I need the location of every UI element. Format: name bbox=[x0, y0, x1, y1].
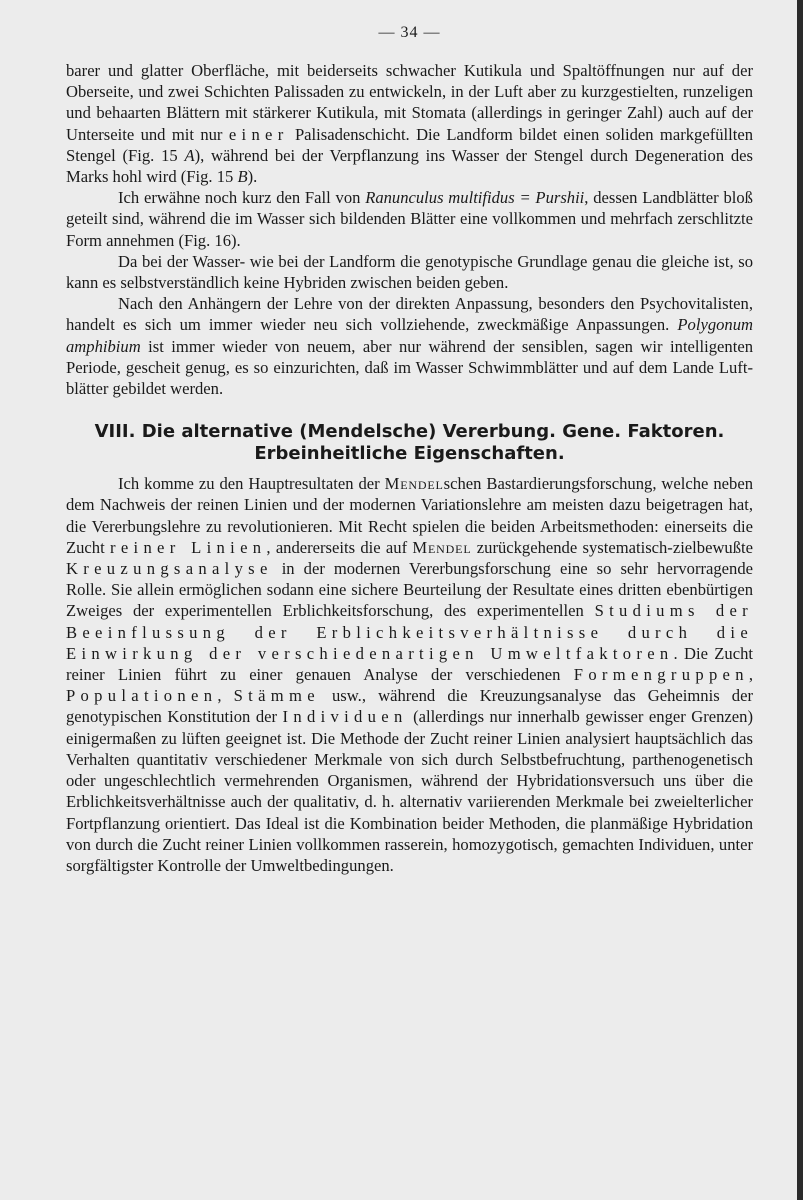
text-run: Ich erwähne noch kurz den Fall von bbox=[118, 188, 366, 208]
paragraph-genotype bbox=[66, 251, 753, 293]
section-heading bbox=[66, 421, 753, 465]
spaced-emphasis: Individuen bbox=[282, 707, 408, 727]
text-run: Palisadenschicht. Die Landform bildet einen soliden markgefüllten Stengel (Fig. 15 bbox=[66, 124, 754, 165]
paragraph-psychovitalists bbox=[66, 293, 753, 399]
spaced-emphasis: einer bbox=[228, 124, 289, 144]
text-run: . Die Zucht reiner Linien führt zu einer genauen Analyse der verschiedenen bbox=[66, 643, 753, 685]
spaced-emphasis: Studiums der Beeinflussung der Erblichkeitsverhältnisse durch die Einwirkung der verschiedenartigen Umweltfaktoren bbox=[66, 601, 753, 663]
page-edge-shadow bbox=[797, 0, 803, 1200]
italic-term: A bbox=[184, 145, 195, 165]
spaced-emphasis: Formengruppen bbox=[573, 665, 749, 685]
text-run: , bbox=[748, 665, 753, 685]
italic-term: Ranunculus multifidus = Purshii bbox=[365, 188, 585, 208]
text-run: in der modernen Vererbungsforschung eine so sehr hervorragende Rolle. Sie allein ermöglichen sodann eine sichere Beurteilung der Resultate eines dritten ebenbürtigen Zweiges der experimentellen Erblichkeitsforschung, des experimentellen bbox=[66, 559, 753, 621]
small-caps-name: Mendel bbox=[384, 474, 444, 494]
text-run: Ich komme zu den Hauptresultaten der bbox=[118, 474, 385, 494]
text-run: zurückgehende systematisch-zielbewußte bbox=[471, 537, 753, 557]
italic-term: B bbox=[237, 167, 248, 187]
paragraph-ranunculus bbox=[66, 187, 753, 251]
text-run: Nach den Anhängern der Lehre von der direkten Anpassung, besonders den Psychovitalisten, handelt es sich um immer wieder neu sich vollziehende, zweckmäßige Anpassungen. bbox=[66, 294, 753, 335]
small-caps-name: Mendel bbox=[412, 537, 472, 557]
text-run: usw., während die Kreuzungsanalyse das Geheimnis der genotypischen Konstitution der bbox=[66, 686, 753, 727]
text-run: schen Bastardierungsforschung, welche neben dem Nachweis der reinen Linien und der modernen Variationslehre am meisten dazu beigetragen hat, die Vererbungslehre zu revolutionieren. Mit Recht spielen die beiden Arbeitsmethoden: einerseits die Zucht bbox=[66, 474, 753, 557]
paragraph-landform bbox=[66, 60, 753, 187]
text-run: ), während bei der Verpflanzung ins Wasser der Stengel durch Degeneration des Marks hohl wird (Fig. 15 bbox=[66, 145, 753, 187]
section-heading-line2: Erbeinheitliche Eigenschaften. bbox=[254, 443, 565, 465]
page-number: — 34 — bbox=[378, 24, 441, 41]
spaced-emphasis: reiner Linien bbox=[110, 537, 267, 557]
section-heading-line1: VIII. Die alternative (Mendelsche) Vererbung. Gene. Faktoren. bbox=[94, 421, 725, 443]
spaced-emphasis: Stämme bbox=[233, 686, 320, 706]
text-run: ). bbox=[247, 167, 258, 187]
text-run: ist immer wieder von neuem, aber nur während der sensiblen, sagen wir intelligenten Periode, gescheit genug, es so einzurichten, daß im Wasser Schwimmblätter und auf dem Lande Luftblätter gebildet werden. bbox=[66, 336, 753, 399]
text-run: , bbox=[217, 686, 234, 706]
text-run: barer und glatter Oberfläche, mit beiderseits schwacher Kutikula und Spaltöffnungen nur auf der Oberseite, und zwei Schichten Palissaden zu entwickeln, in der Luft aber zu kurzgestielten, runzeligen und behaarten Blättern mit stärkerer Kutikula, mit Stomata (allerdings in geringer Zahl) auch auf der Unterseite und mit nur bbox=[66, 61, 753, 144]
text-run: Da bei der Wasser- wie bei der Landform die genotypische Grundlage genau die gleiche ist, so kann es selbstverständlich keine Hybriden zwischen beiden geben. bbox=[66, 251, 753, 293]
text-run: , andererseits die auf bbox=[266, 537, 413, 557]
spaced-emphasis: Populationen bbox=[66, 686, 218, 706]
text-run: , dessen Landblätter bloß geteilt sind, während die im Wasser sich bildenden Blätter eine vollkommen und mehrfach zerschlitzte Form annehmen (Fig. 16). bbox=[66, 188, 753, 250]
paragraph-mendel bbox=[66, 473, 753, 876]
text-run: (allerdings nur innerhalb gewisser enger Grenzen) einigermaßen zu lüften geeignet ist. Die Methode der Zucht reiner Linien analysiert hauptsächlich das Verhalten quantitativ verschiedener Merkmale von sich durch Selbstbefruchtung, parthenogenetisch oder ungeschlechtlich vermehrenden Organismen, während der Hybridationsversuch uns über die Erblichkeitsverhältnisse auch der qualitativ, d. h. alternativ variierenden Merkmale bei zweielterlicher Fortpflanzung orientiert. Das Ideal ist die Kombination beider Methoden, die planmäßige Hybridation von durch die Zucht reiner Linien vollkommen rasserein, homozygotisch, gemachten Individuen, unter sorgfältigster Kontrolle der Umweltbedingungen. bbox=[66, 707, 753, 875]
italic-term: Polygonum amphibium bbox=[66, 315, 753, 356]
spaced-emphasis: Kreuzungsanalyse bbox=[66, 559, 273, 579]
